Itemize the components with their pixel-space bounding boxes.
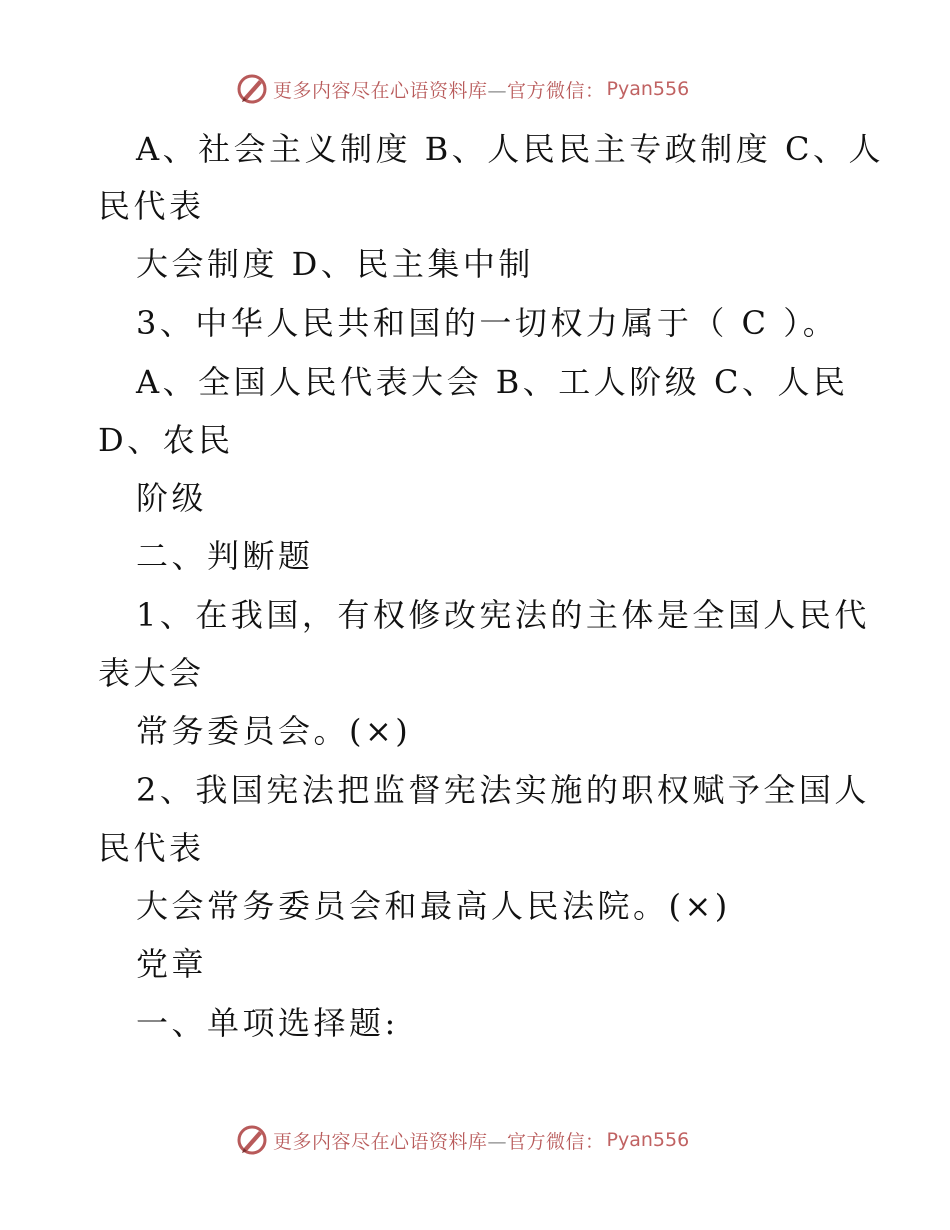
watermark-text: 更多内容尽在心语资料库—官方微信： <box>273 79 605 102</box>
section-heading: 一、单项选择题: <box>136 1004 399 1042</box>
section-heading: 党章 <box>136 945 208 983</box>
text-line: 常务委员会。(×) <box>136 712 412 750</box>
text-line: 2、我国宪法把监督宪法实施的职权赋予全国人 <box>136 771 870 809</box>
text-line: 1、在我国，有权修改宪法的主体是全国人民代 <box>136 596 870 634</box>
footer-watermark <box>235 1123 689 1157</box>
pen-seal-icon <box>235 72 269 106</box>
watermark-text: 更多内容尽在心语资料库—官方微信： <box>273 1130 605 1153</box>
text-line: 阶级 <box>136 479 208 517</box>
header-watermark <box>235 72 689 106</box>
text-line: 大会制度 D、民主集中制 <box>136 245 534 283</box>
text-line: D、农民 <box>98 421 234 459</box>
section-heading: 二、判断题 <box>136 537 314 575</box>
text-line: A、全国人民代表大会 B、工人阶级 C、人民 <box>136 363 849 401</box>
text-line: A、社会主义制度 B、人民民主专政制度 C、人 <box>136 130 884 168</box>
text-line: 3、中华人民共和国的一切权力属于（ C ）。 <box>136 304 839 342</box>
watermark-wechat-id: Pyan556 <box>606 1129 690 1151</box>
text-line: 大会常务委员会和最高人民法院。(×) <box>136 887 731 925</box>
text-line: 民代表 <box>98 187 205 225</box>
pen-seal-icon <box>235 1123 269 1157</box>
watermark-wechat-id: Pyan556 <box>606 78 690 100</box>
text-line: 表大会 <box>98 654 205 692</box>
text-line: 民代表 <box>98 829 205 867</box>
